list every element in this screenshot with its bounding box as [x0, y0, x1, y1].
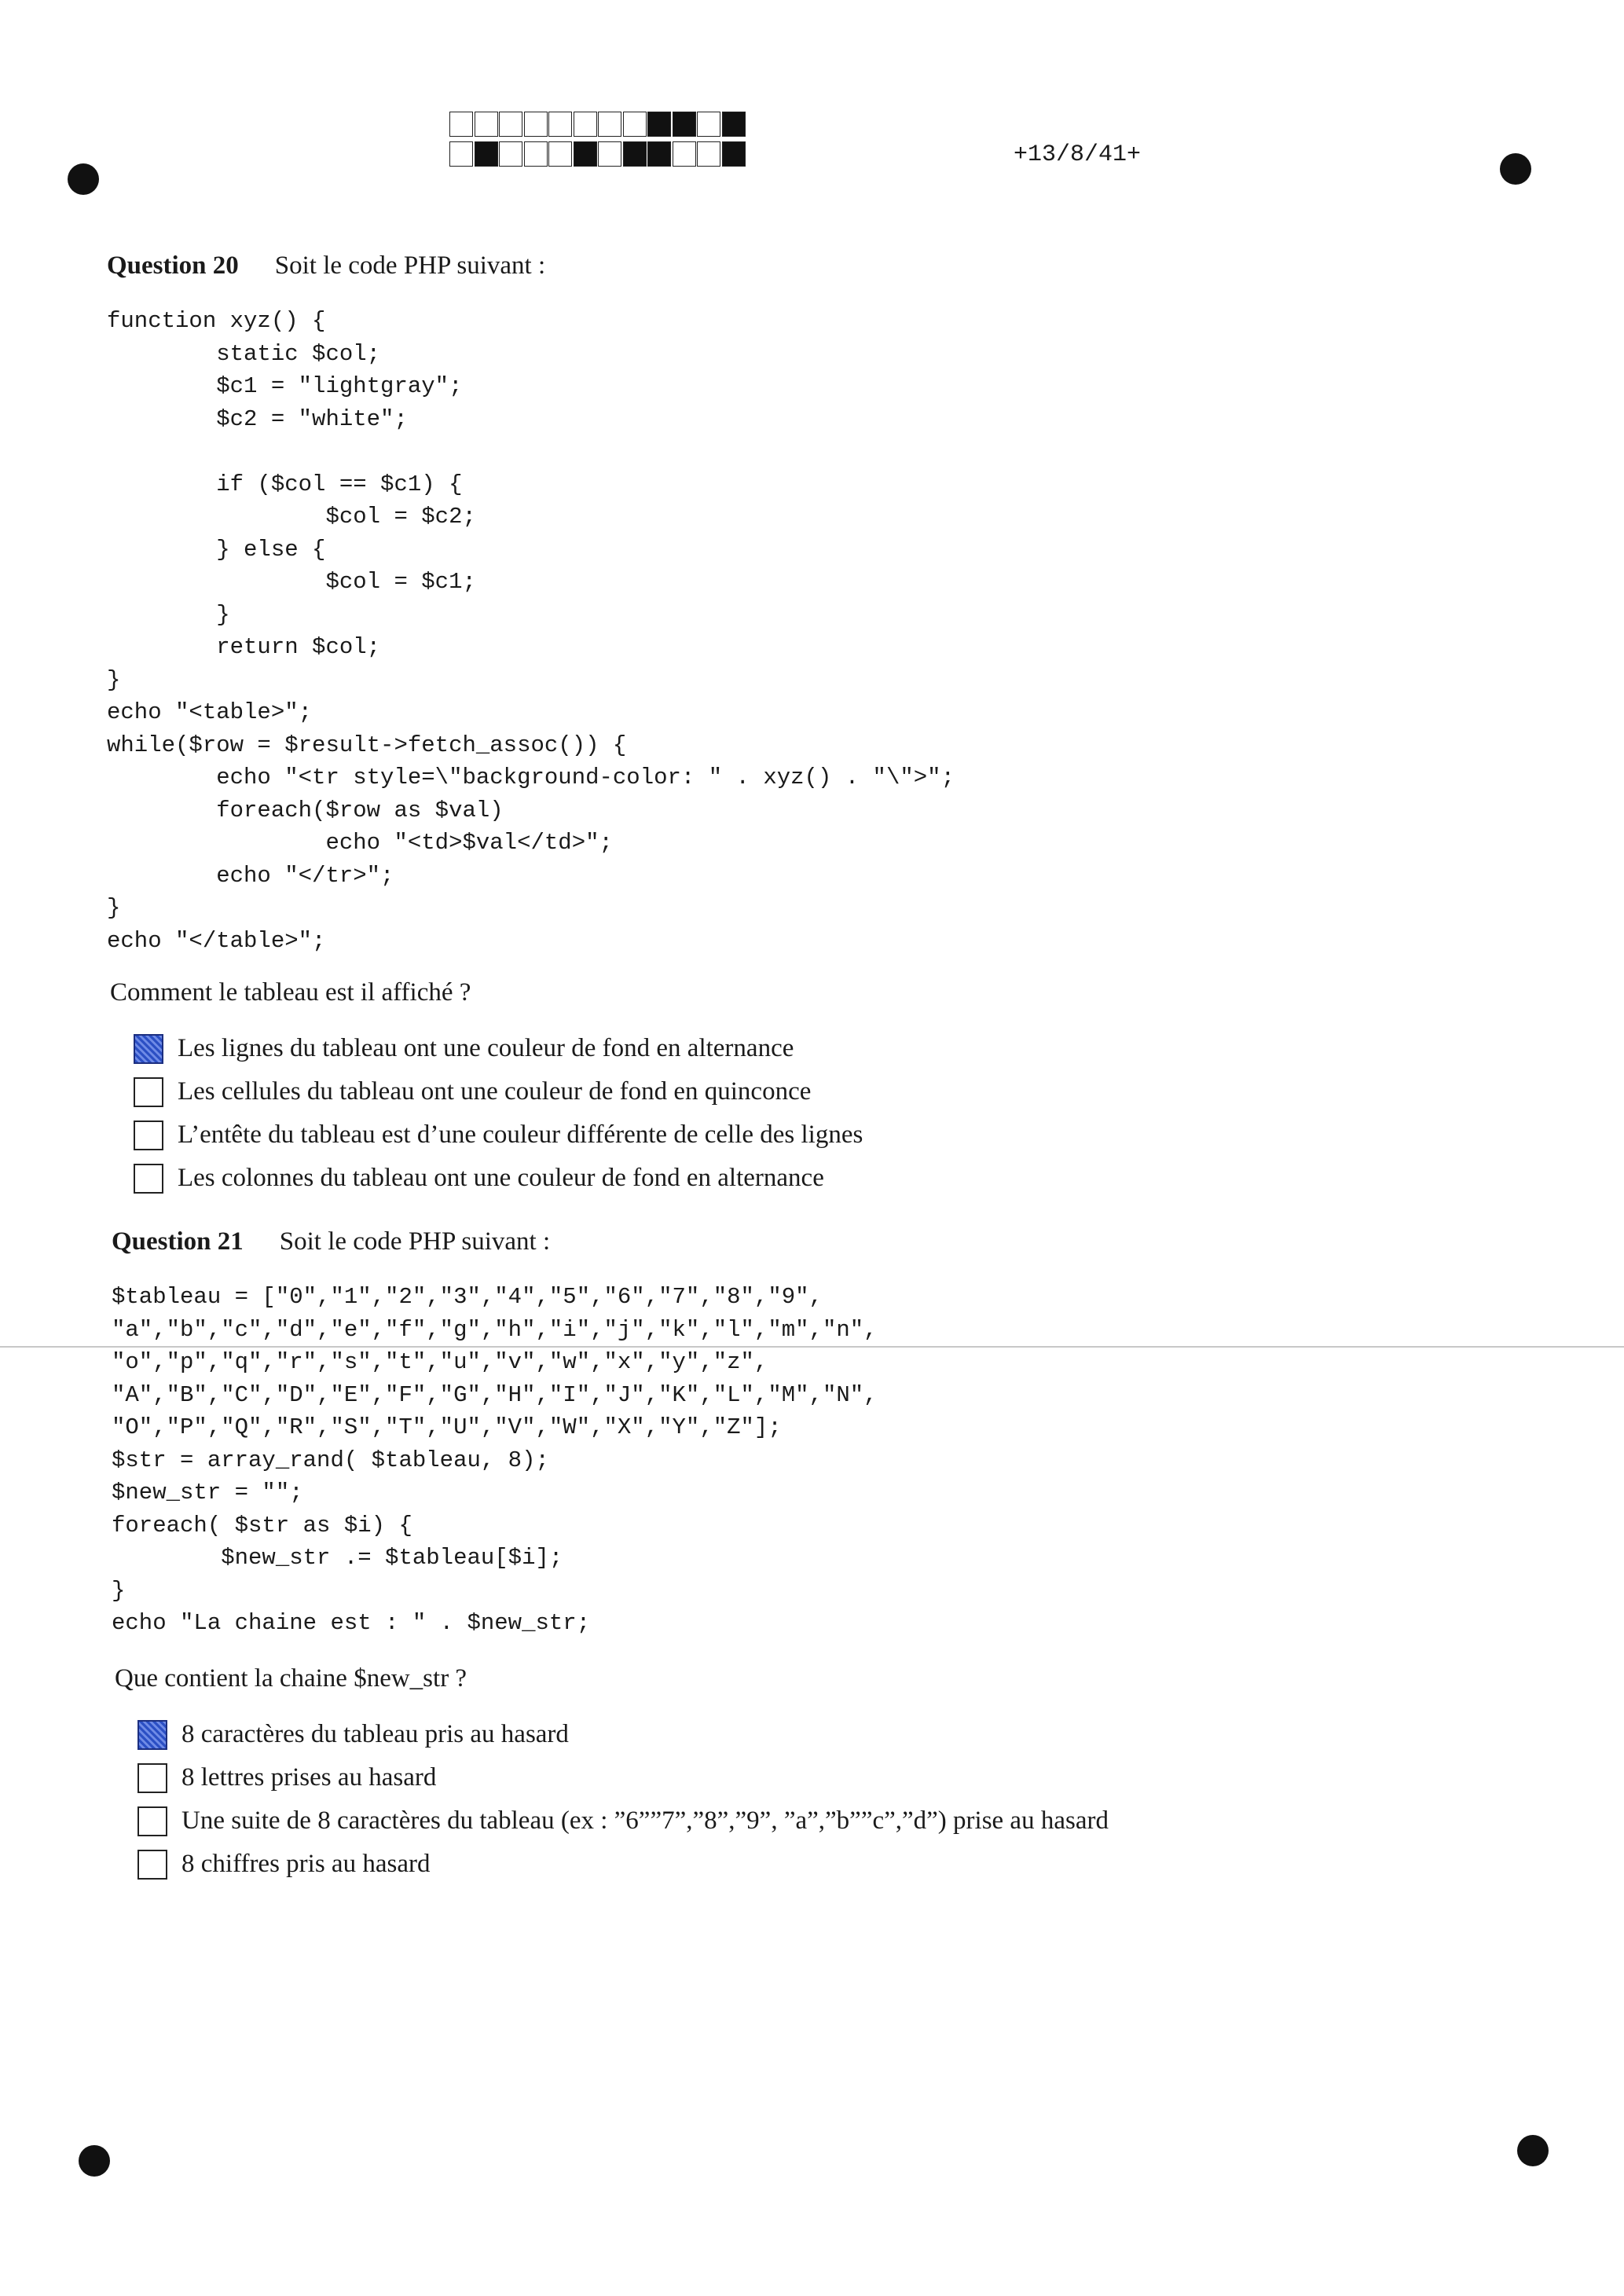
barcode-cell: [623, 141, 647, 167]
answer-option[interactable]: [134, 1113, 863, 1157]
question-20-prompt: Comment le tableau est il affiché ?: [110, 978, 471, 1007]
checkbox[interactable]: [134, 1077, 163, 1107]
answer-option[interactable]: [134, 1070, 863, 1113]
barcode-cell: [722, 112, 746, 137]
answer-label: Les cellules du tableau ont une couleur de fond en quinconce: [178, 1077, 812, 1106]
answer-label: Les colonnes du tableau ont une couleur de fond en alternance: [178, 1164, 824, 1192]
checkbox[interactable]: [137, 1763, 167, 1793]
barcode-cell: [475, 112, 498, 137]
barcode-cell: [574, 141, 597, 167]
checkbox[interactable]: [134, 1164, 163, 1194]
barcode-row: [449, 141, 746, 168]
barcode-cell: [475, 141, 498, 167]
question-21-answers: [137, 1713, 1109, 1886]
question-number: Question 21: [112, 1227, 244, 1256]
barcode-cell: [574, 112, 597, 137]
barcode-cell: [697, 112, 720, 137]
question-20-answers: [134, 1027, 863, 1200]
answer-option[interactable]: [134, 1157, 863, 1200]
question-20-header: [107, 251, 545, 281]
barcode-cell: [598, 112, 621, 137]
barcode-cell: [524, 141, 548, 167]
registration-mark-top-left: [68, 163, 99, 195]
barcode-cell: [598, 141, 621, 167]
barcode-cell: [722, 141, 746, 167]
checkbox-checked[interactable]: [137, 1720, 167, 1750]
question-number: Question 20: [107, 251, 239, 280]
barcode-cell: [647, 112, 671, 137]
registration-mark-bottom-right: [1517, 2135, 1549, 2166]
answer-option[interactable]: [134, 1027, 863, 1070]
answer-label: 8 caractères du tableau pris au hasard: [181, 1720, 569, 1748]
barcode-cell: [647, 141, 671, 167]
barcode-cell: [449, 141, 473, 167]
answer-label: 8 chiffres pris au hasard: [181, 1850, 431, 1878]
answer-label: L’entête du tableau est d’une couleur différente de celle des lignes: [178, 1120, 863, 1149]
answer-label: Les lignes du tableau ont une couleur de fond en alternance: [178, 1034, 794, 1062]
answer-option[interactable]: [137, 1799, 1109, 1843]
barcode-cell: [499, 112, 522, 137]
question-21-code: $tableau = ["0","1","2","3","4","5","6","7","8","9", "a","b","c","d","e","f","g","h","i","j","k","l","m","n", "o","p","q","r","s","t","u","v","w","x","y","z", "A","B","C","D","E","F","G","H","I","J","K","L","M","N", "O","P","Q","R","S","T","U","V","W","X","Y","Z"]; $str = array_rand( $tableau, 8); $new_str = ""; foreach( $str as $i) { $new_str .= $tableau[$i]; } echo "La chaine est : " . $new_str;: [112, 1284, 878, 1636]
barcode-cell: [673, 112, 696, 137]
barcode-cell: [524, 112, 548, 137]
page-barcode: [449, 112, 746, 171]
question-21-header: [112, 1227, 550, 1256]
question-21-prompt: Que contient la chaine $new_str ?: [115, 1664, 467, 1693]
barcode-cell: [697, 141, 720, 167]
registration-mark-top-right: [1500, 153, 1531, 185]
question-intro: Soit le code PHP suivant :: [279, 1227, 551, 1256]
barcode-cell: [548, 112, 572, 137]
barcode-cell: [499, 141, 522, 167]
barcode-cell: [449, 112, 473, 137]
answer-label: 8 lettres prises au hasard: [181, 1763, 437, 1792]
checkbox[interactable]: [137, 1806, 167, 1836]
question-20-code: function xyz() { static $col; $c1 = "lightgray"; $c2 = "white"; if ($col == $c1) { $col = $c2; } else { $col = $c1; } return $col; } echo "<table>"; while($row = $result->fetch_assoc()) { echo "<tr style=\"background-color: " . xyz() . "\">"; foreach($row as $val) echo "<td>$val</td>"; echo "</tr>"; } echo "</table>";: [107, 308, 955, 954]
answer-option[interactable]: [137, 1843, 1109, 1886]
checkbox-checked[interactable]: [134, 1034, 163, 1064]
registration-mark-bottom-left: [79, 2145, 110, 2177]
checkbox[interactable]: [134, 1120, 163, 1150]
page-code: +13/8/41+: [1014, 141, 1142, 168]
barcode-row: [449, 112, 746, 138]
checkbox[interactable]: [137, 1850, 167, 1880]
question-intro: Soit le code PHP suivant :: [274, 251, 546, 280]
answer-option[interactable]: [137, 1756, 1109, 1799]
barcode-cell: [673, 141, 696, 167]
answer-option[interactable]: [137, 1713, 1109, 1756]
barcode-cell: [623, 112, 647, 137]
answer-label: Une suite de 8 caractères du tableau (ex : ”6””7”,”8”,”9”, ”a”,”b””c”,”d”) prise au hasard: [181, 1806, 1109, 1835]
barcode-cell: [548, 141, 572, 167]
